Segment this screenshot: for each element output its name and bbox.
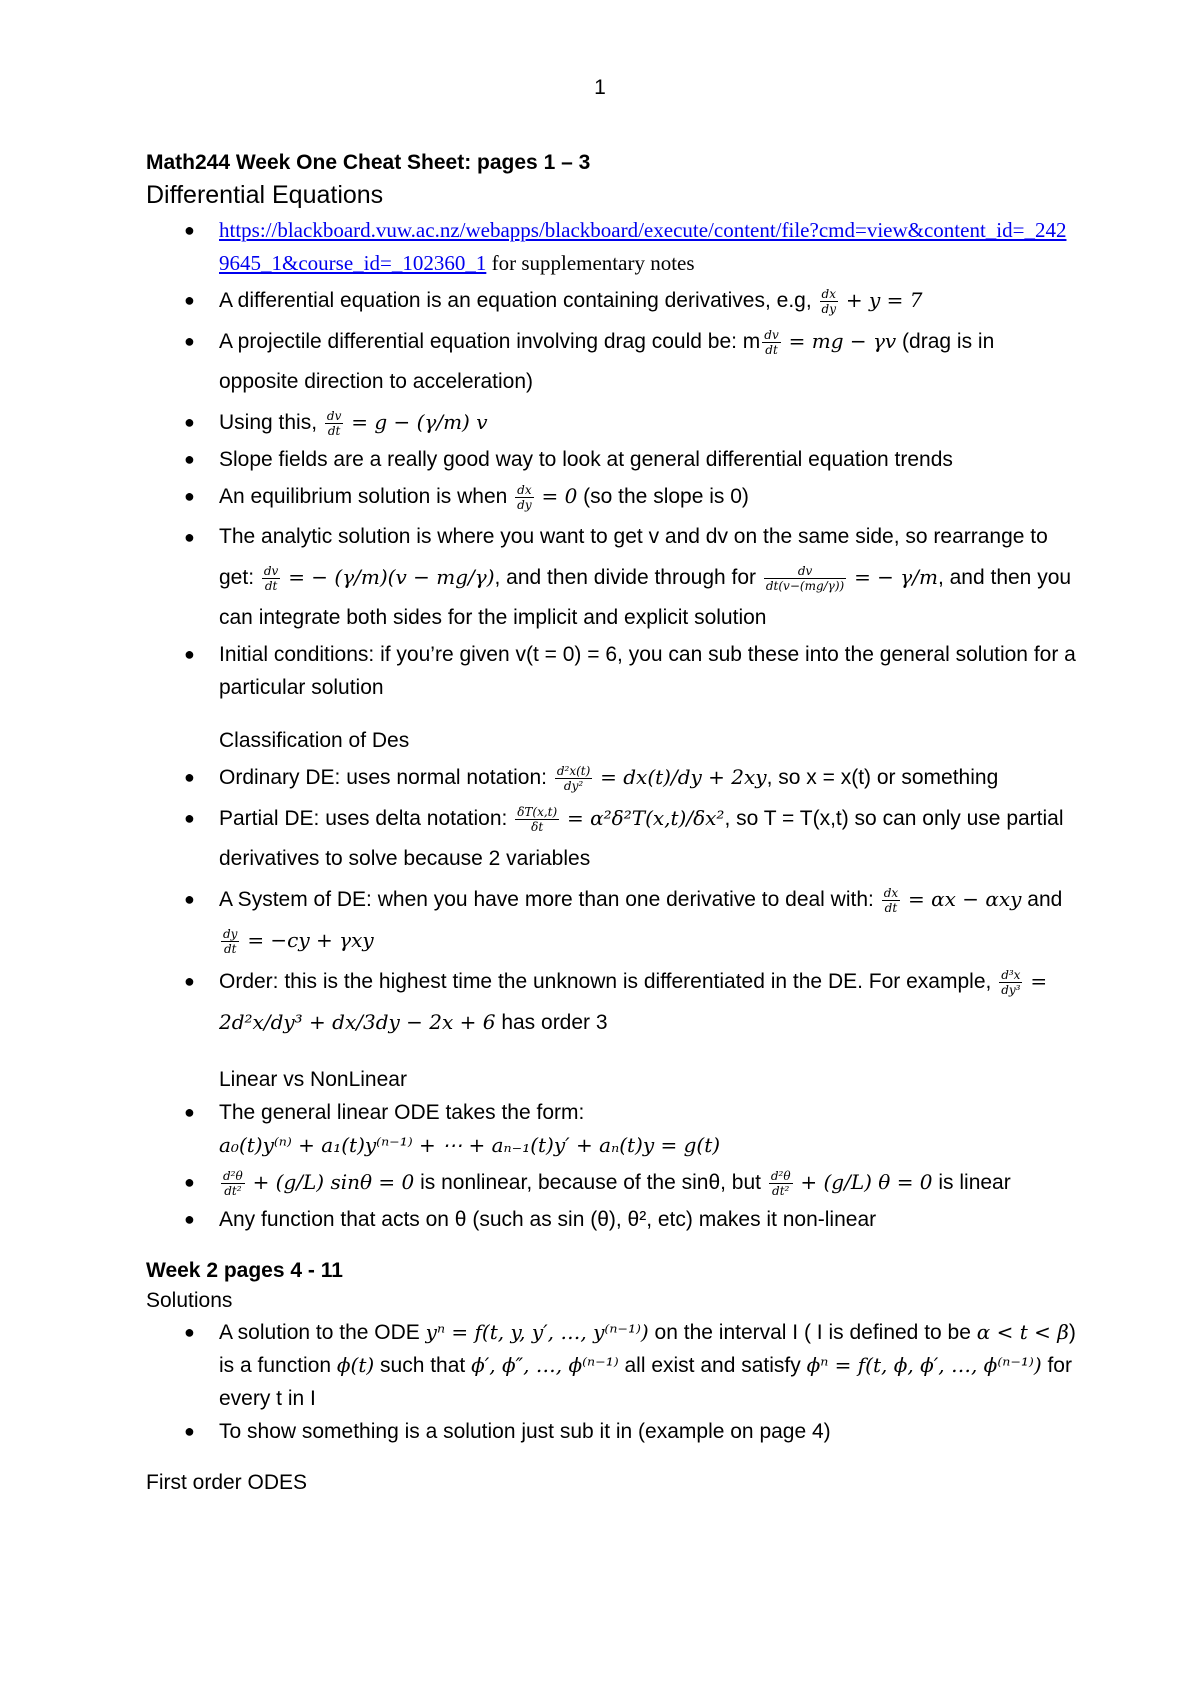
item-text: is linear bbox=[932, 1171, 1011, 1194]
list-item bbox=[146, 879, 1076, 961]
link-suffix: for supplementary notes bbox=[486, 251, 695, 275]
item-text: ) is a function bbox=[219, 1321, 1076, 1377]
classification-list bbox=[146, 757, 1076, 1043]
math-expression: = − γ/m bbox=[854, 565, 938, 589]
list-item bbox=[146, 321, 1076, 402]
list-item bbox=[146, 798, 1076, 879]
list-item bbox=[146, 757, 1076, 798]
list-item bbox=[146, 1415, 1076, 1448]
bullet-icon: ● bbox=[184, 1209, 195, 1229]
bullet-icon: ● bbox=[184, 220, 195, 240]
item-text: An equilibrium solution is when bbox=[219, 485, 508, 508]
item-text: for every t in I bbox=[219, 1354, 1072, 1410]
math-expression: = g − (γ/m) v bbox=[351, 410, 488, 434]
list-item bbox=[146, 638, 1076, 704]
math-expression: + (g/L) sinθ = 0 bbox=[252, 1170, 415, 1194]
item-text: , so T = T(x,t) so can only use partial derivatives to solve because 2 variables bbox=[219, 807, 1064, 870]
bullet-icon: ● bbox=[184, 290, 195, 310]
list-item bbox=[146, 1203, 1076, 1236]
math-expression: a₀(t)y⁽ⁿ⁾ + a₁(t)y⁽ⁿ⁻¹⁾ + ⋯ + aₙ₋₁(t)y′ + aₙ(t)y = g(t) bbox=[219, 1133, 721, 1157]
list-item bbox=[146, 476, 1076, 517]
bullet-icon: ● bbox=[184, 331, 195, 351]
item-text: The analytic solution is where you want to get v and dv on the same side, so rearrange to get: bbox=[219, 525, 1048, 589]
fraction: $\frac{dv}{dt}$ bbox=[764, 327, 779, 357]
bullet-icon: ● bbox=[184, 527, 195, 547]
item-text: , and then divide through for bbox=[494, 566, 757, 589]
math-expression: = mg − γv bbox=[788, 329, 897, 353]
item-text: (so the slope is 0) bbox=[577, 485, 749, 508]
fraction: $\frac{dv}{dt(v-(mg/\gamma))}$ bbox=[765, 563, 845, 593]
math-expression: = 0 bbox=[541, 484, 578, 508]
item-text: A differential equation is an equation containing derivatives, e.g, bbox=[219, 289, 812, 312]
fraction: $\frac{\text{d²θ}}{\text{dt²}}$ bbox=[223, 1168, 243, 1198]
item-text: on the interval I ( I is defined to be bbox=[648, 1321, 977, 1344]
math-expression: ϕ′, ϕ″, …, ϕ⁽ⁿ⁻¹⁾ bbox=[471, 1353, 619, 1377]
math-expression: + y = 7 bbox=[845, 288, 923, 312]
math-expression: yⁿ = f(t, y, y′, …, y⁽ⁿ⁻¹⁾) bbox=[425, 1320, 649, 1344]
bullet-icon: ● bbox=[184, 449, 195, 469]
page-title: Math244 Week One Cheat Sheet: pages 1 – 3 bbox=[146, 151, 591, 174]
bullet-icon: ● bbox=[184, 486, 195, 506]
section-title: Differential Equations bbox=[146, 181, 384, 209]
item-text: such that bbox=[374, 1354, 472, 1377]
bullet-icon: ● bbox=[184, 1322, 195, 1342]
item-text: Any function that acts on θ (such as sin (θ), θ², etc) makes it non-linear bbox=[219, 1208, 877, 1231]
week2-heading: Week 2 pages 4 - 11 bbox=[146, 1259, 343, 1282]
fraction: $\frac{dx}{dy}$ bbox=[821, 286, 836, 316]
math-expression: ϕ(t) bbox=[336, 1353, 375, 1377]
math-expression: α < t < β bbox=[976, 1320, 1069, 1344]
bullet-icon: ● bbox=[184, 644, 195, 664]
bullet-icon: ● bbox=[184, 971, 195, 991]
item-text: A solution to the ODE bbox=[219, 1321, 420, 1344]
fraction: $\frac{dy}{dt}$ bbox=[223, 926, 238, 956]
list-item bbox=[146, 280, 1076, 321]
linear-list bbox=[146, 1096, 1076, 1236]
week2-list bbox=[146, 1316, 1076, 1448]
bullet-icon: ● bbox=[184, 1421, 195, 1441]
fraction: $\frac{\delta T(x,t)}{\delta t}$ bbox=[517, 804, 558, 834]
math-expression: = 2d²x/dy³ + dx/3dy − 2x + 6 bbox=[219, 969, 1048, 1034]
item-text: Ordinary DE: uses normal notation: bbox=[219, 766, 547, 789]
fraction: $\frac{\text{d²x(t)}}{\text{dy²}}$ bbox=[556, 763, 591, 793]
math-expression: + (g/L) θ = 0 bbox=[800, 1170, 933, 1194]
math-expression: = − (γ/m)(v − mg/γ) bbox=[288, 565, 495, 589]
bullet-icon: ● bbox=[184, 1102, 195, 1122]
item-text: , so x = x(t) or something bbox=[766, 766, 999, 789]
math-expression: = dx(t)/dy + 2xy bbox=[600, 765, 767, 789]
item-text: , and then you can integrate both sides for the implicit and explicit solution bbox=[219, 566, 1072, 629]
list-item bbox=[146, 961, 1076, 1043]
list-item bbox=[146, 1316, 1076, 1415]
bullet-icon: ● bbox=[184, 1172, 195, 1192]
list-item bbox=[146, 1096, 1076, 1162]
item-text: The general linear ODE takes the form: bbox=[219, 1101, 585, 1124]
week1-list bbox=[146, 214, 1076, 704]
fraction: $\frac{dv}{dt}$ bbox=[263, 563, 279, 593]
list-item bbox=[146, 402, 1076, 443]
fraction: $\frac{dv}{dt}$ bbox=[326, 408, 342, 438]
item-text: all exist and satisfy bbox=[618, 1354, 807, 1377]
math-expression: ϕⁿ = f(t, ϕ, ϕ′, …, ϕ⁽ⁿ⁻¹⁾) bbox=[806, 1353, 1042, 1377]
list-item bbox=[146, 214, 1076, 280]
classification-heading: Classification of Des bbox=[219, 729, 410, 752]
first-order-heading: First order ODES bbox=[146, 1471, 308, 1494]
bullet-icon: ● bbox=[184, 767, 195, 787]
item-text: To show something is a solution just sub it in (example on page 4) bbox=[219, 1420, 831, 1443]
blackboard-link[interactable]: https://blackboard.vuw.ac.nz/webapps/blackboard/execute/content/file?cmd=view&content_id=_2429645_1&course_id=_102360_1 bbox=[219, 218, 1067, 275]
linear-heading: Linear vs NonLinear bbox=[219, 1068, 407, 1091]
item-text: Slope fields are a really good way to look at general differential equation trends bbox=[219, 448, 953, 471]
math-expression: = α²δ²T(x,t)/δx² bbox=[567, 806, 725, 830]
item-text: Using this, bbox=[219, 411, 318, 434]
item-text: Order: this is the highest time the unknown is differentiated in the DE. For example, bbox=[219, 970, 992, 993]
bullet-icon: ● bbox=[184, 412, 195, 432]
item-text: has order 3 bbox=[495, 1011, 608, 1034]
fraction: $\frac{\text{d²θ}}{\text{dt²}}$ bbox=[770, 1168, 791, 1198]
item-text: A System of DE: when you have more than one derivative to deal with: bbox=[219, 888, 874, 911]
bullet-icon: ● bbox=[184, 808, 195, 828]
math-expression: = αx − αxy bbox=[908, 887, 1022, 911]
item-text: Initial conditions: if you’re given v(t = 0) = 6, you can sub these into the general solution for a particular solution bbox=[219, 643, 1076, 699]
item-text: (drag is in opposite direction to acceleration) bbox=[219, 330, 995, 393]
page-content bbox=[146, 148, 1076, 1498]
math-expression: = −cy + γxy bbox=[247, 928, 374, 952]
item-text: is nonlinear, because of the sinθ, but bbox=[414, 1171, 767, 1194]
fraction: $\frac{dx}{dy}$ bbox=[517, 482, 532, 512]
item-text: A projectile differential equation involving drag could be: m bbox=[219, 330, 761, 353]
list-item bbox=[146, 443, 1076, 476]
item-text: and bbox=[1021, 888, 1063, 911]
fraction: $\frac{dx}{dt}$ bbox=[883, 885, 899, 915]
page-number: 1 bbox=[594, 76, 606, 99]
bullet-icon: ● bbox=[184, 889, 195, 909]
solutions-heading: Solutions bbox=[146, 1289, 233, 1312]
list-item bbox=[146, 1162, 1076, 1203]
fraction: $\frac{\text{d³x}}{\text{dy³}}$ bbox=[1001, 967, 1021, 997]
list-item bbox=[146, 517, 1076, 638]
item-text: Partial DE: uses delta notation: bbox=[219, 807, 508, 830]
